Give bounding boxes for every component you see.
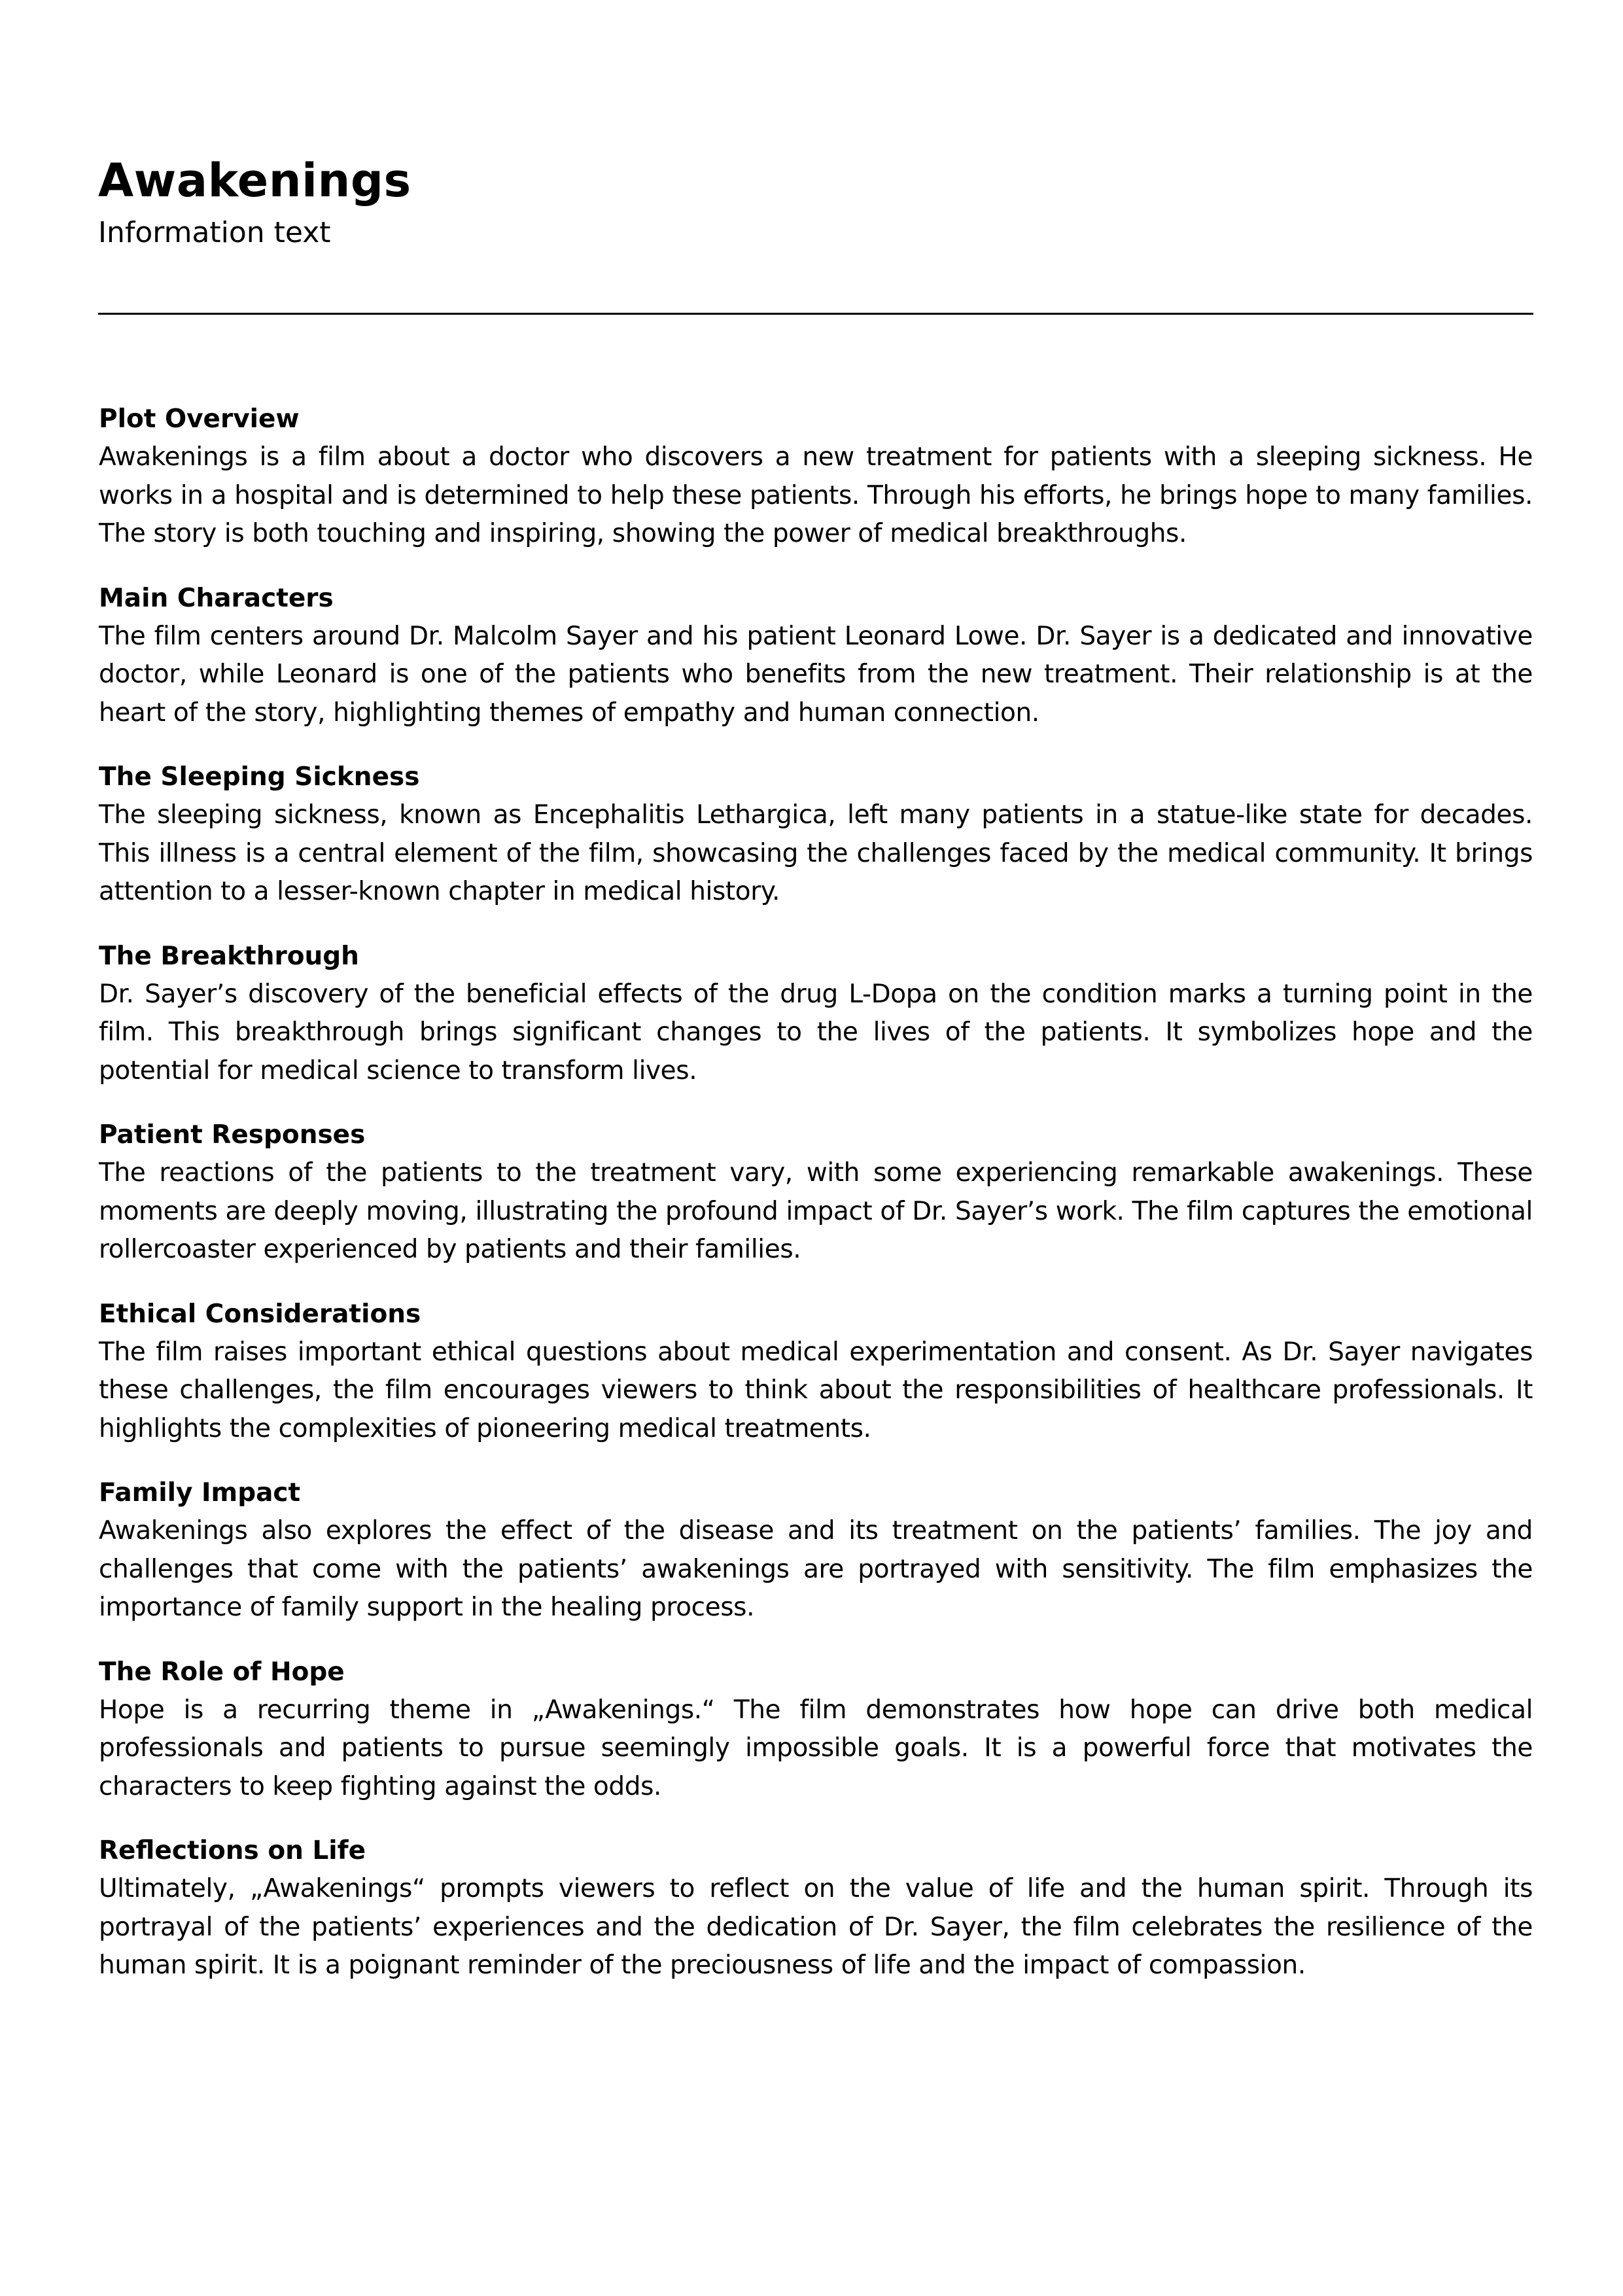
section-paragraph: Hope is a recurring theme in „Awakenings.“ The film demonstrates how hope can drive both medical professionals and patients to pursue seemingly impossible goals. It is a powerful force that motivates the characters to keep fighting against the odds. [99, 1695, 1533, 1801]
section-heading: Patient Responses [99, 1120, 366, 1150]
section-sleeping-sickness [99, 758, 1533, 911]
section-main-characters [99, 580, 1533, 733]
section-paragraph: The sleeping sickness, known as Encephalitis Lethargica, left many patients in a statue-like state for decades. This illness is a central element of the film, showcasing the challenges faced by the medical community. It brings attention to a lesser-known chapter in medical history. [99, 800, 1533, 906]
section-heading: Family Impact [99, 1478, 301, 1508]
section-heading: Main Characters [99, 583, 334, 613]
section-paragraph: The film centers around Dr. Malcolm Sayer and his patient Leonard Lowe. Dr. Sayer is a dedicated and innovative doctor, while Leonard is one of the patients who benefits from the new treatment. Their relationship is at the heart of the story, highlighting themes of empathy and human connection. [99, 621, 1533, 728]
section-paragraph: Awakenings also explores the effect of the disease and its treatment on the patients’ families. The joy and challenges that come with the patients’ awakenings are portrayed with sensitivity. The film emphasizes the importance of family support in the healing process. [99, 1516, 1533, 1622]
section-reflections-on-life [99, 1832, 1533, 1985]
section-heading: The Role of Hope [99, 1657, 345, 1687]
section-role-of-hope [99, 1653, 1533, 1807]
section-breakthrough [99, 938, 1533, 1091]
section-heading: Ethical Considerations [99, 1299, 421, 1329]
document-content [99, 400, 1533, 2011]
document-title: Awakenings [98, 154, 411, 207]
section-patient-responses [99, 1116, 1533, 1269]
section-family-impact [99, 1474, 1533, 1627]
document-subtitle: Information text [98, 216, 331, 249]
section-paragraph: The reactions of the patients to the treatment vary, with some experiencing remarkable awakenings. These moments are deeply moving, illustrating the profound impact of Dr. Sayer’s work. The film captures the emotional rollercoaster experienced by patients and their families. [99, 1158, 1533, 1264]
section-heading: The Sleeping Sickness [99, 762, 420, 792]
section-paragraph: Ultimately, „Awakenings“ prompts viewers to reflect on the value of life and the human spirit. Through its portrayal of the patients’ experiences and the dedication of Dr. Sayer, the film celebrates the resilience of the human spirit. It is a poignant reminder of the preciousness of life and the impact of compassion. [99, 1874, 1533, 1980]
section-heading: The Breakthrough [99, 941, 359, 971]
section-heading: Plot Overview [99, 404, 300, 434]
title-divider [98, 313, 1533, 315]
section-heading: Reflections on Life [99, 1836, 366, 1865]
section-paragraph: Awakenings is a film about a doctor who discovers a new treatment for patients with a sleeping sickness. He works in a hospital and is determined to help these patients. Through his efforts, he brings hope to many families. The story is both touching and inspiring, showing the power of medical breakthroughs. [99, 442, 1533, 548]
section-plot-overview [99, 400, 1533, 554]
section-paragraph: Dr. Sayer’s discovery of the beneficial effects of the drug L-Dopa on the condition marks a turning point in the film. This breakthrough brings significant changes to the lives of the patients. It symbolizes hope and the potential for medical science to transform lives. [99, 979, 1533, 1086]
section-paragraph: The film raises important ethical questions about medical experimentation and consent. As Dr. Sayer navigates these challenges, the film encourages viewers to think about the responsibilities of healthcare professionals. It highlights the complexities of pioneering medical treatments. [99, 1337, 1533, 1443]
section-ethical-considerations [99, 1296, 1533, 1449]
